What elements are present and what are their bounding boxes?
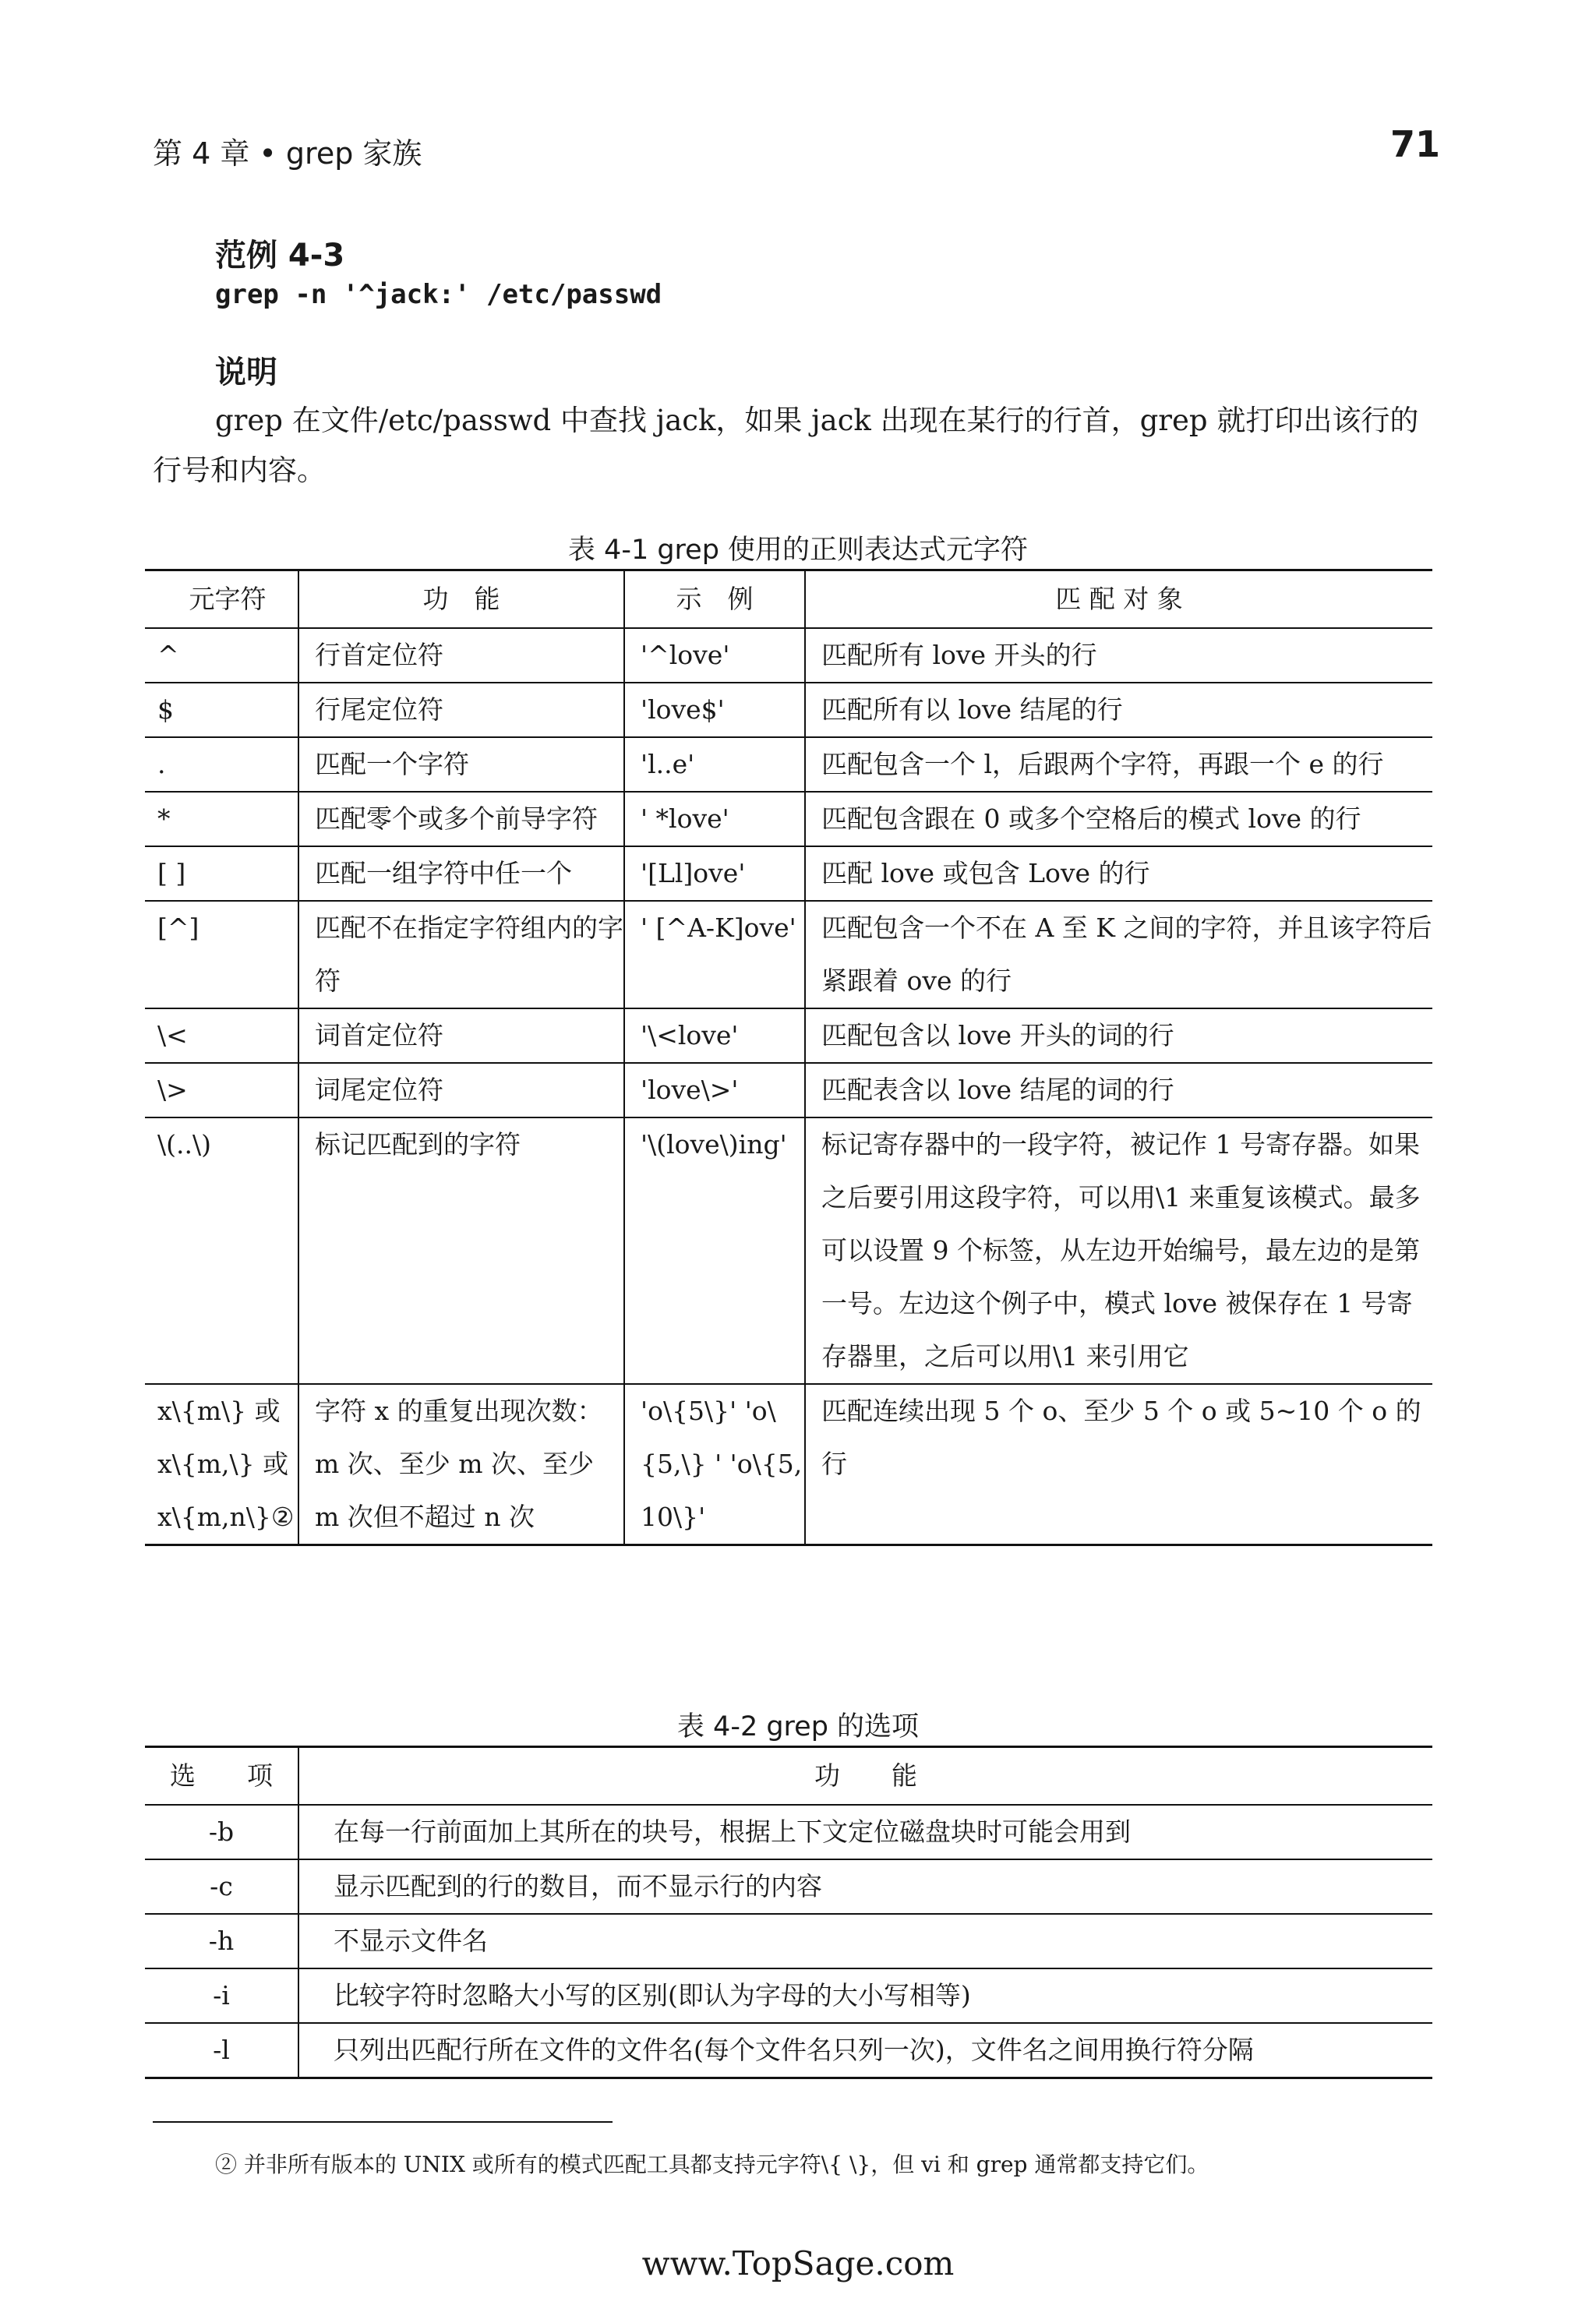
cell-function: 匹配零个或多个前导字符 [298,792,624,846]
cell-function: 匹配一个字符 [298,737,624,792]
cell-example: ' *love' [624,792,805,846]
cell-function: 字符 x 的重复出现次数：m 次、至少 m 次、至少 m 次但不超过 n 次 [298,1384,624,1545]
table2-header-option: 选 项 [145,1747,298,1806]
table-row [145,1384,1432,1545]
cell-match: 匹配所有以 love 结尾的行 [805,683,1432,737]
table2-header-function: 功 能 [298,1747,1432,1806]
footnote: ② 并非所有版本的 UNIX 或所有的模式匹配工具都支持元字符\{ \}，但 vi 和 grep 通常都支持它们。 [215,2152,1209,2177]
cell-match: 标记寄存器中的一段字符，被记作 1 号寄存器。如果之后要引用这段字符，可以用\1 来重复该模式。最多可以设置 9 个标签，从左边开始编号，最左边的是第一号。左边这个例子中，模式 love 被保存在 1 号寄存器里，之后可以用\1 来引用它 [805,1117,1432,1384]
example-title: 范例 4-3 [215,238,345,274]
table1-header-match: 匹 配 对 象 [805,570,1432,629]
cell-function: 比较字符时忽略大小写的区别(即认为字母的大小写相等) [298,1968,1432,2023]
table-row [145,846,1432,901]
cell-function: 显示匹配到的行的数目，而不显示行的内容 [298,1859,1432,1914]
table-row [145,1968,1432,2023]
cell-metachar: $ [145,683,298,737]
cell-metachar: ^ [145,628,298,683]
cell-function: 匹配不在指定字符组内的字符 [298,901,624,1008]
table-row [145,1008,1432,1063]
table-row [145,683,1432,737]
cell-metachar: [^] [145,901,298,1008]
cell-function: 行首定位符 [298,628,624,683]
table2-caption: 表 4-2 grep 的选项 [676,1711,920,1742]
table-row [145,1914,1432,1968]
cell-metachar: x\{m\} 或 x\{m,\} 或 x\{m,n\}② [145,1384,298,1545]
cell-metachar: [ ] [145,846,298,901]
cell-example: ' [^A-K]ove' [624,901,805,1008]
cell-match: 匹配包含一个不在 A 至 K 之间的字符，并且该字符后紧跟着 ove 的行 [805,901,1432,1008]
example-command: grep -n '^jack:' /etc/passwd [215,279,662,310]
cell-function: 行尾定位符 [298,683,624,737]
cell-metachar: \< [145,1008,298,1063]
cell-match: 匹配表含以 love 结尾的词的行 [805,1063,1432,1117]
explain-title: 说明 [215,355,277,390]
cell-match: 匹配 love 或包含 Love 的行 [805,846,1432,901]
cell-example: '\<love' [624,1008,805,1063]
table-row [145,792,1432,846]
cell-match: 匹配连续出现 5 个 o、至少 5 个 o 或 5~10 个 o 的行 [821,1396,1421,1479]
page-number: 71 [1389,123,1440,165]
cell-metachar: \> [145,1063,298,1117]
table-row [145,1859,1432,1914]
cell-function: 标记匹配到的字符 [298,1117,624,1384]
table1-header-function: 功 能 [298,570,624,629]
cell-function: 在每一行前面加上其所在的块号，根据上下文定位磁盘块时可能会用到 [298,1805,1432,1859]
cell-function: 词尾定位符 [298,1063,624,1117]
table1-header-example: 示 例 [624,570,805,629]
table1-header-metachar: 元字符 [145,570,298,629]
cell-metachar: * [145,792,298,846]
cell-option: -i [145,1968,298,2023]
table-row [145,2023,1432,2078]
cell-example: '\(love\)ing' [624,1117,805,1384]
cell-example: 'love$' [624,683,805,737]
cell-metachar: \(..\) [145,1117,298,1384]
cell-metachar: . [145,737,298,792]
cell-match: 匹配包含跟在 0 或多个空格后的模式 love 的行 [805,792,1432,846]
cell-example: 'love\>' [624,1063,805,1117]
table-row [145,901,1432,1008]
metachar-table [145,569,1432,1546]
options-table [145,1746,1432,2079]
cell-example: 'o\{5\}' 'o\{5,\} ' 'o\{5, 10\}' [624,1384,805,1545]
cell-match: 匹配所有 love 开头的行 [805,628,1432,683]
cell-option: -l [145,2023,298,2078]
table-row [145,737,1432,792]
table1-caption: 表 4-1 grep 使用的正则表达式元字符 [567,535,1029,566]
chapter-header: 第 4 章 • grep 家族 [153,136,422,171]
cell-function: 匹配一组字符中任一个 [298,846,624,901]
table-row [145,1117,1432,1384]
cell-match: 匹配包含一个 l，后跟两个字符，再跟一个 e 的行 [805,737,1432,792]
table-row [145,628,1432,683]
cell-option: -c [145,1859,298,1914]
cell-example: '[Ll]ove' [624,846,805,901]
footer-site: www.TopSage.com [641,2244,955,2282]
table-row [145,1063,1432,1117]
cell-example: '^love' [624,628,805,683]
cell-example: 'l..e' [624,737,805,792]
footnote-divider [153,2121,613,2123]
table-row [145,1805,1432,1859]
explain-paragraph: grep 在文件/etc/passwd 中查找 jack，如果 jack 出现在某行的行首，grep 就打印出该行的行号和内容。 [153,404,1419,487]
cell-option: -b [145,1805,298,1859]
cell-function: 词首定位符 [298,1008,624,1063]
cell-function: 不显示文件名 [298,1914,1432,1968]
cell-option: -h [145,1914,298,1968]
cell-match: 匹配包含以 love 开头的词的行 [805,1008,1432,1063]
cell-function: 只列出匹配行所在文件的文件名(每个文件名只列一次)，文件名之间用换行符分隔 [334,2035,1254,2065]
